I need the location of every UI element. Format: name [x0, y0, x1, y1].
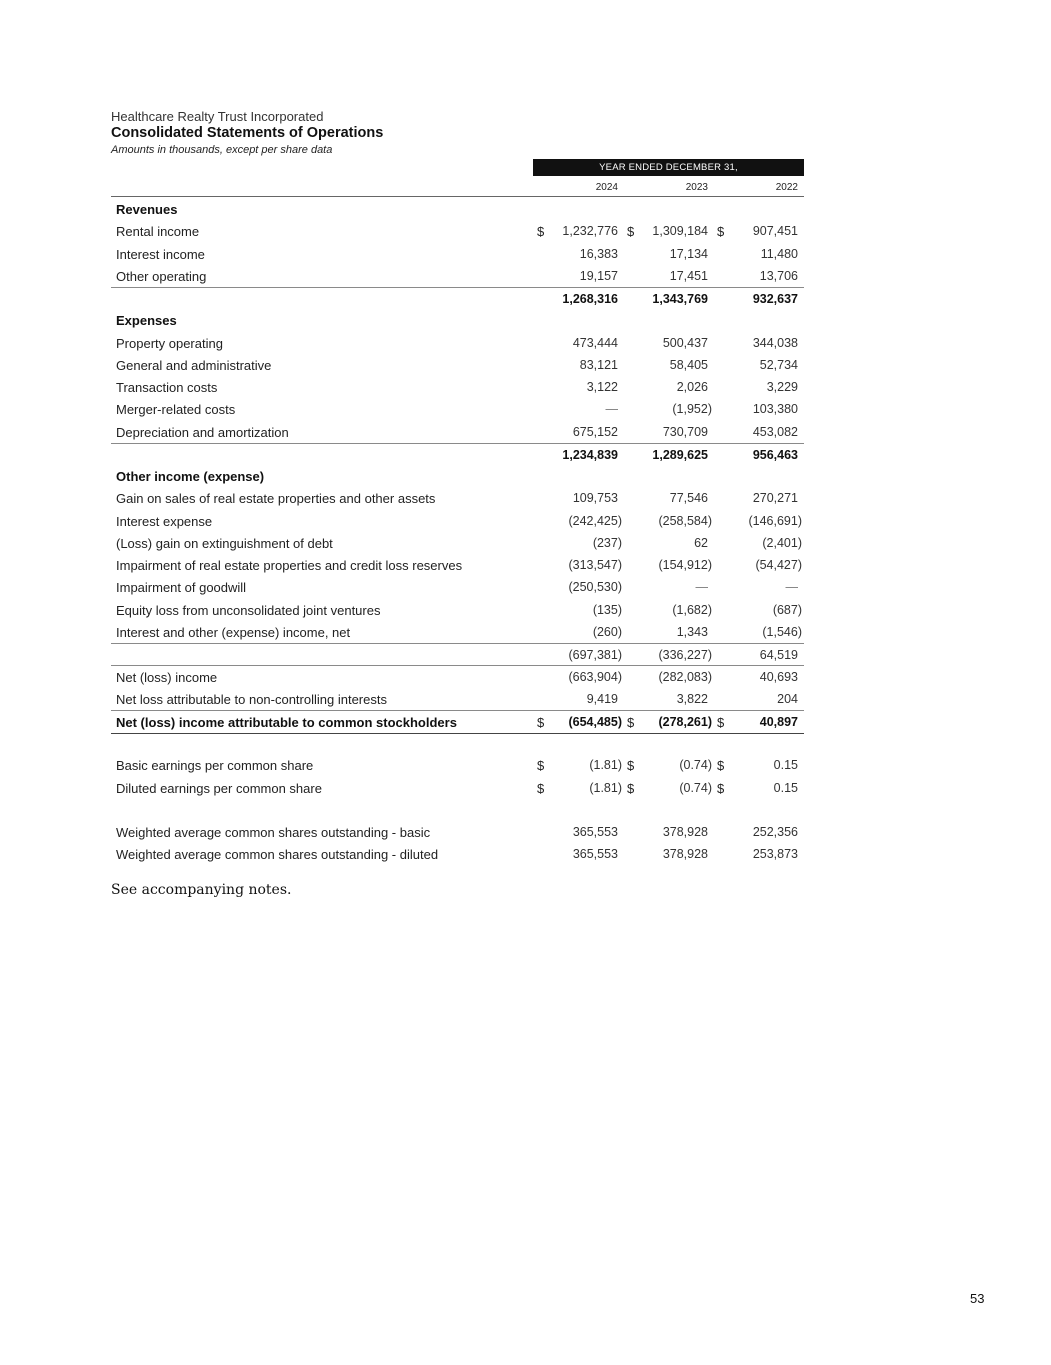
value-cell: (663,904) [568, 670, 622, 685]
row-label: (Loss) gain on extinguishment of debt [116, 535, 333, 551]
table-row [111, 398, 804, 420]
value-cell: 3,822 [676, 691, 708, 706]
value-cell: 378,928 [662, 847, 708, 862]
row-label: Interest and other (expense) income, net [116, 624, 351, 640]
value-cell: 83,121 [579, 357, 618, 372]
table-row [111, 643, 804, 666]
table-row [111, 198, 804, 220]
row-label: Weighted average common shares outstanding - diluted [116, 847, 439, 863]
row-label: Weighted average common shares outstanding - basic [116, 825, 431, 840]
value-cell: 62 [694, 535, 708, 550]
table-row [111, 688, 804, 710]
value-cell: 1,268,316 [562, 292, 618, 306]
value-cell: 500,437 [662, 335, 708, 350]
value-cell: (687) [772, 602, 802, 617]
statement-title: Consolidated Statements of Operations [111, 125, 384, 141]
row-label: Property operating [116, 335, 223, 351]
value-cell: 0.15 [773, 758, 798, 773]
statement-subtitle: Amounts in thousands, except per share data [111, 144, 333, 156]
value-cell: (0.74) [679, 780, 712, 795]
dollar-sign: $ [537, 780, 545, 796]
value-cell: 956,463 [752, 447, 798, 462]
value-cell: 907,451 [752, 224, 798, 239]
value-cell: 1,234,839 [562, 447, 618, 462]
table-row [111, 599, 804, 621]
table-row [111, 487, 804, 509]
value-cell: (154,912) [658, 558, 712, 572]
value-cell: 109,753 [572, 491, 618, 506]
table-row [111, 243, 804, 265]
value-cell: (146,691) [748, 513, 802, 528]
row-label: Transaction costs [116, 380, 218, 395]
row-label: Equity loss from unconsolidated joint ventures [116, 602, 381, 618]
value-cell: 17,134 [669, 246, 708, 261]
value-cell: — [605, 402, 618, 417]
value-cell: 0.15 [773, 780, 798, 795]
value-cell: (135) [592, 602, 622, 617]
value-cell: 270,271 [752, 491, 798, 506]
value-cell: (237) [592, 535, 622, 550]
table-row [111, 332, 804, 354]
value-cell: (1.81) [589, 758, 622, 773]
company-name: Healthcare Realty Trust Incorporated [111, 109, 324, 124]
value-cell: 1,343,769 [652, 292, 708, 306]
value-cell: (258,584) [658, 513, 712, 528]
value-cell: (242,425) [568, 513, 622, 528]
row-label: Diluted earnings per common share [116, 780, 322, 796]
value-cell: — [785, 580, 798, 595]
value-cell: (0.74) [679, 758, 712, 773]
table-row [111, 532, 804, 554]
value-cell: — [695, 580, 708, 595]
value-cell: 204 [777, 691, 798, 706]
value-cell: (697,381) [568, 648, 622, 662]
total-row [111, 443, 804, 466]
value-cell: (54,427) [755, 558, 802, 572]
dollar-sign: $ [717, 758, 725, 774]
value-cell: 365,553 [572, 847, 618, 862]
row-label: Expenses [116, 313, 177, 329]
table-row [111, 265, 804, 287]
value-cell: (313,547) [568, 558, 622, 572]
dollar-sign: $ [627, 714, 635, 730]
value-cell: 40,897 [759, 714, 798, 729]
value-cell: 77,546 [669, 491, 708, 506]
value-cell: 252,356 [752, 825, 798, 839]
value-cell: 40,693 [759, 670, 798, 685]
value-cell: (278,261) [658, 714, 712, 729]
dollar-sign: $ [537, 224, 545, 240]
dollar-sign: $ [627, 758, 635, 774]
row-label: Interest expense [116, 513, 213, 529]
value-cell: 19,157 [579, 268, 618, 283]
value-cell: (2,401) [762, 535, 802, 550]
value-cell: 3,229 [766, 380, 798, 394]
table-row [111, 354, 804, 376]
value-cell: 1,343 [676, 624, 708, 639]
table-row [111, 376, 804, 398]
value-cell: 3,122 [586, 380, 618, 394]
dollar-sign: $ [537, 714, 545, 730]
dollar-sign: $ [627, 780, 635, 796]
year-header-2023: 2023 [685, 182, 708, 193]
row-label: Net (loss) income attributable to common stockholders [116, 714, 457, 730]
value-cell: 9,419 [586, 691, 618, 706]
table-row [111, 843, 804, 865]
value-cell: (1,546) [762, 624, 802, 639]
table-row [111, 777, 804, 799]
value-cell: (1,952) [672, 402, 712, 417]
accompanying-notes: See accompanying notes. [111, 882, 292, 898]
dollar-sign: $ [717, 780, 725, 796]
year-header-2022: 2022 [775, 182, 798, 193]
value-cell: 1,289,625 [652, 447, 708, 462]
value-cell: 2,026 [676, 380, 708, 394]
value-cell: 11,480 [760, 246, 798, 261]
value-cell: (336,227) [658, 648, 712, 662]
header-rule [111, 196, 804, 197]
spacer-row [111, 799, 804, 821]
period-header-band: YEAR ENDED DECEMBER 31, [533, 159, 804, 176]
table-row [111, 621, 804, 643]
row-label: Rental income [116, 224, 200, 240]
value-cell: 1,309,184 [652, 224, 708, 239]
row-label: Basic earnings per common share [116, 758, 314, 774]
table-row [111, 821, 804, 843]
value-cell: 17,451 [669, 268, 708, 283]
row-label: Other operating [116, 268, 207, 284]
row-label: Interest income [116, 246, 205, 262]
total-row [111, 287, 804, 310]
table-row [111, 754, 804, 776]
row-label: Impairment of real estate properties and credit loss reserves [116, 558, 463, 573]
table-row [111, 465, 804, 487]
dollar-sign: $ [627, 224, 635, 240]
value-cell: (1.81) [589, 780, 622, 795]
row-label: Gain on sales of real estate properties and other assets [116, 491, 436, 507]
row-label: Net (loss) income [116, 670, 218, 686]
dollar-sign: $ [717, 714, 725, 730]
row-label: Net loss attributable to non-controlling interests [116, 691, 387, 707]
table-row [111, 576, 804, 598]
page-number: 53 [970, 1291, 985, 1306]
dollar-sign: $ [537, 758, 545, 774]
row-label: Revenues [116, 202, 178, 217]
total-row [111, 710, 804, 734]
value-cell: 932,637 [752, 292, 798, 306]
value-cell: (282,083) [658, 670, 712, 685]
row-label: General and administrative [116, 357, 272, 373]
value-cell: 103,380 [752, 402, 798, 417]
table-row [111, 220, 804, 242]
table-row [111, 554, 804, 576]
table-row [111, 510, 804, 532]
table-row [111, 421, 804, 443]
table-row [111, 665, 804, 688]
value-cell: 453,082 [752, 424, 798, 439]
value-cell: (1,682) [672, 602, 712, 617]
value-cell: (260) [592, 624, 622, 639]
value-cell: 253,873 [752, 847, 798, 862]
value-cell: 365,553 [572, 825, 618, 839]
value-cell: 64,519 [759, 648, 798, 662]
value-cell: (250,530) [568, 580, 622, 595]
value-cell: 1,232,776 [562, 224, 618, 239]
spacer-row [111, 732, 804, 754]
dollar-sign: $ [717, 224, 725, 240]
value-cell: 675,152 [572, 424, 618, 439]
row-label: Depreciation and amortization [116, 424, 289, 440]
value-cell: 378,928 [662, 825, 708, 839]
row-label: Impairment of goodwill [116, 580, 247, 596]
value-cell: 13,706 [759, 268, 798, 283]
value-cell: 730,709 [662, 424, 708, 439]
value-cell: (654,485) [568, 714, 622, 729]
table-row [111, 309, 804, 331]
value-cell: 16,383 [579, 246, 618, 261]
row-label: Merger-related costs [116, 402, 236, 418]
value-cell: 473,444 [572, 335, 618, 350]
value-cell: 344,038 [752, 335, 798, 350]
year-header-2024: 2024 [595, 182, 618, 193]
row-label: Other income (expense) [116, 469, 265, 484]
value-cell: 52,734 [759, 357, 798, 372]
value-cell: 58,405 [669, 357, 708, 372]
